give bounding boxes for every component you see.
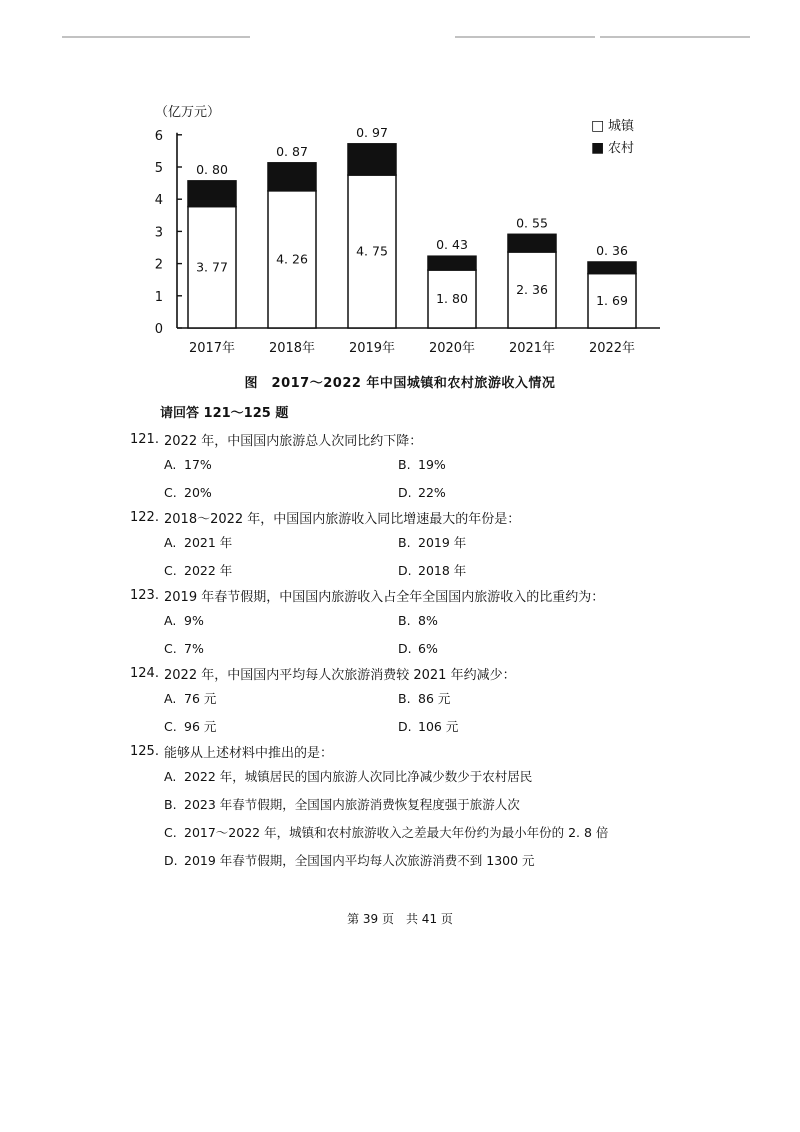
option [164, 528, 398, 556]
question-text: 能够从上述材料中推出的是： [164, 745, 334, 761]
urban-value-label: 4. 75 [356, 243, 388, 259]
option-text: 2017～2022 年，城镇和农村旅游收入之差最大年份约为最小年份的 2. 8 倍 [184, 825, 609, 840]
option-text: 2023 年春节假期，全国国内旅游消费恢复程度强于旅游人次 [184, 797, 520, 812]
option [164, 846, 724, 874]
option-text: 2022 年 [184, 563, 233, 578]
option-text: 7% [184, 640, 204, 656]
legend-marker-rural: ■ [591, 140, 605, 156]
option-letter: A. [164, 768, 177, 784]
option-letter: C. [164, 718, 177, 734]
question-number: 124. [130, 665, 159, 681]
option [398, 684, 632, 712]
option-text: 106 元 [418, 719, 459, 734]
rural-value-label: 0. 97 [356, 124, 388, 140]
y-tick-label: 4 [154, 193, 163, 209]
x-tick-label: 2018年 [268, 341, 316, 356]
option-letter: A. [164, 690, 177, 706]
option [164, 450, 398, 478]
x-tick-label: 2021年 [508, 341, 556, 356]
option-text: 2019 年春节假期，全国国内平均每人次旅游消费不到 1300 元 [184, 853, 535, 868]
option-letter: B. [398, 690, 411, 706]
question-stem [130, 662, 730, 684]
option-text: 2022 年，城镇居民的国内旅游人次同比净减少数少于农村居民 [184, 769, 533, 784]
option [164, 634, 398, 662]
question-block [130, 662, 730, 740]
bar-rural [428, 256, 476, 270]
rural-value-label: 0. 36 [596, 242, 628, 258]
option-letter: B. [398, 456, 411, 472]
legend-label-urban: 城镇 [608, 119, 635, 134]
chart-caption: 图 2017～2022 年中国城镇和农村旅游收入情况 [244, 376, 556, 391]
y-tick-label: 1 [154, 289, 163, 305]
y-tick-label: 0 [154, 322, 163, 337]
bar-rural [268, 163, 316, 191]
option-text: 20% [184, 484, 212, 500]
rural-value-label: 0. 87 [276, 143, 308, 159]
instruction: 请回答 121～125 题 [160, 406, 289, 421]
option-list [130, 762, 730, 874]
x-tick-label: 2017年 [188, 341, 236, 356]
option [164, 712, 398, 740]
y-axis-label: （亿万元） [155, 105, 221, 120]
option-letter: C. [164, 640, 177, 656]
urban-value-label: 1. 80 [436, 291, 468, 307]
option-text: 2021 年 [184, 535, 233, 550]
option [398, 556, 632, 584]
option-letter: A. [164, 456, 177, 472]
option-letter: D. [398, 640, 412, 656]
option-text: 9% [184, 612, 204, 628]
y-tick-label: 5 [154, 161, 163, 176]
option-letter: D. [398, 718, 412, 734]
bar-rural [188, 181, 236, 207]
option-letter: D. [398, 484, 412, 500]
bar-rural [348, 144, 396, 175]
bar-rural [508, 234, 556, 252]
option-text: 6% [418, 640, 438, 656]
question-text: 2018～2022 年，中国国内旅游收入同比增速最大的年份是： [164, 511, 521, 527]
option-text: 2018 年 [418, 563, 467, 578]
option-text: 8% [418, 612, 438, 628]
question-stem [130, 584, 730, 606]
option-text: 96 元 [184, 719, 217, 734]
y-tick-label: 2 [154, 257, 163, 273]
option [398, 606, 632, 634]
option-text: 2019 年 [418, 535, 467, 550]
option [398, 634, 632, 662]
question-list [130, 428, 730, 874]
legend-label-rural: 农村 [608, 141, 635, 156]
option-list [130, 528, 730, 584]
urban-value-label: 3. 77 [196, 259, 228, 275]
option [398, 478, 632, 506]
y-tick-label: 6 [154, 128, 163, 144]
x-tick-label: 2022年 [588, 341, 636, 356]
legend-marker-urban: □ [591, 118, 605, 134]
option [164, 478, 398, 506]
option-letter: C. [164, 484, 177, 500]
urban-value-label: 2. 36 [516, 282, 548, 298]
question-stem [130, 740, 730, 762]
option-letter: C. [164, 824, 177, 840]
page-footer: 第 39 页 共 41 页 [347, 912, 453, 926]
option-list [130, 684, 730, 740]
question-stem [130, 506, 730, 528]
option-letter: B. [398, 612, 411, 628]
option-list [130, 606, 730, 662]
option-letter: A. [164, 612, 177, 628]
question-block [130, 506, 730, 584]
question-number: 123. [130, 587, 159, 603]
option-letter: C. [164, 562, 177, 578]
option-letter: A. [164, 534, 177, 550]
option [164, 762, 724, 790]
option [164, 684, 398, 712]
x-tick-label: 2019年 [348, 341, 396, 356]
question-text: 2022 年，中国国内旅游总人次同比约下降： [164, 433, 423, 449]
question-text: 2019 年春节假期，中国国内旅游收入占全年全国国内旅游收入的比重约为： [164, 589, 605, 605]
question-stem [130, 428, 730, 450]
option-letter: D. [398, 562, 412, 578]
option [164, 556, 398, 584]
question-block [130, 584, 730, 662]
x-tick-label: 2020年 [428, 341, 476, 356]
urban-value-label: 1. 69 [596, 292, 628, 308]
option [398, 450, 632, 478]
option-letter: B. [398, 534, 411, 550]
question-number: 122. [130, 509, 159, 525]
bar-chart [0, 0, 800, 370]
question-block [130, 428, 730, 506]
option-text: 17% [184, 456, 212, 472]
rural-value-label: 0. 55 [516, 215, 548, 231]
option-list [130, 450, 730, 506]
option [398, 528, 632, 556]
question-number: 121. [130, 431, 159, 447]
rural-value-label: 0. 80 [196, 161, 228, 177]
option [164, 790, 724, 818]
option-letter: B. [164, 796, 177, 812]
question-text: 2022 年，中国国内平均每人次旅游消费较 2021 年约减少： [164, 667, 516, 683]
urban-value-label: 4. 26 [276, 251, 308, 267]
bar-rural [588, 262, 636, 274]
question-block [130, 740, 730, 874]
question-number: 125. [130, 743, 159, 759]
option [398, 712, 632, 740]
option [164, 818, 724, 846]
option [164, 606, 398, 634]
option-text: 22% [418, 484, 446, 500]
option-text: 19% [418, 456, 446, 472]
rural-value-label: 0. 43 [436, 237, 468, 253]
y-tick-label: 3 [154, 225, 163, 241]
option-text: 76 元 [184, 691, 217, 706]
option-letter: D. [164, 852, 178, 868]
option-text: 86 元 [418, 691, 451, 706]
